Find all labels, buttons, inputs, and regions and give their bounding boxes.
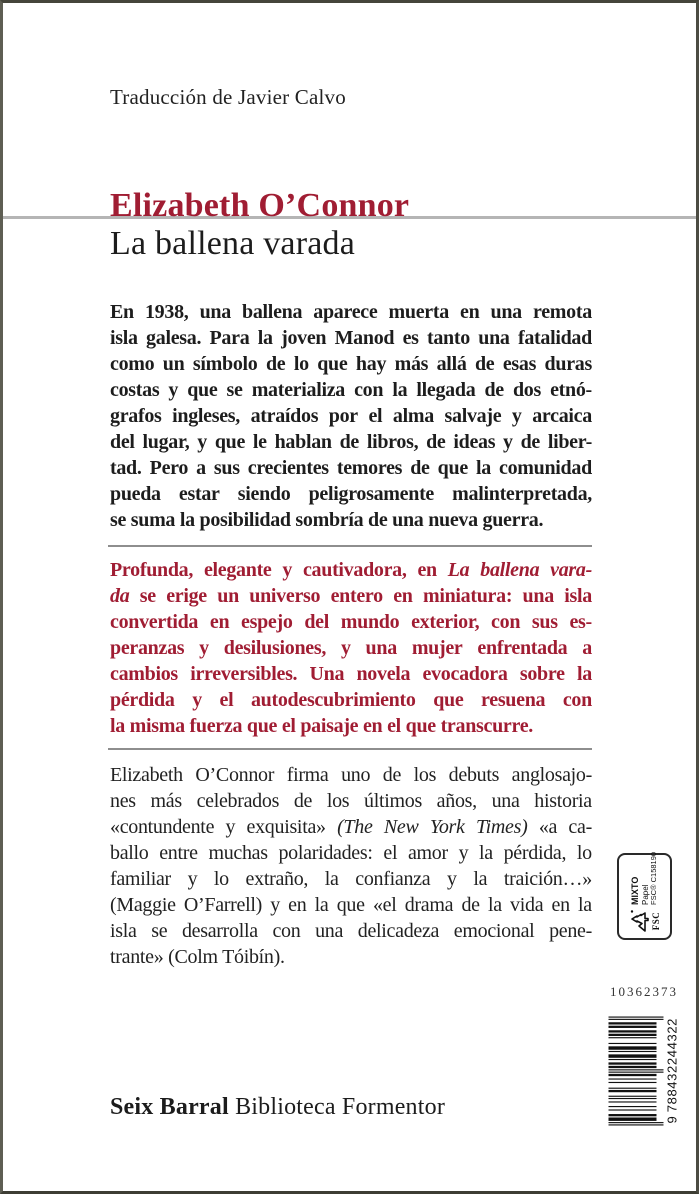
text-line: Elizabeth O’Connor firma uno de los debuts anglosajo- <box>110 764 592 786</box>
collection-name: Biblioteca Formentor <box>235 1094 446 1120</box>
text-line: pérdida y el autodescubrimiento que resuena con <box>110 689 592 711</box>
print-code: 10362373 <box>610 984 678 999</box>
synopsis-paragraph <box>110 299 592 533</box>
highlight-rule-bottom <box>108 748 592 750</box>
publisher-line <box>110 1094 445 1121</box>
text-line: da se erige un universo entero en miniatura: una isla <box>110 585 592 607</box>
text-line: grafos ingleses, atraídos por el alma salvaje y arcaica <box>110 405 592 427</box>
text-line: isla se desarrolla con una delicadeza emocional pene- <box>110 920 592 942</box>
text-line: isla galesa. Para la joven Manod es tanto una fatalidad <box>110 327 592 349</box>
text-line: se suma la posibilidad sombría de una nueva guerra. <box>110 509 544 531</box>
text-line: nes más celebrados de los últimos años, una historia <box>110 790 592 812</box>
barcode-bars <box>609 1017 666 1126</box>
fsc-tree-icon <box>629 909 661 933</box>
fsc-certification-label <box>617 853 672 940</box>
text-line: (Maggie O’Farrell) y en la que «el drama de la vida en la <box>110 894 592 916</box>
text-line: trante» (Colm Tóibín). <box>110 946 285 968</box>
translation-credit: Traducción de Javier Calvo <box>110 85 346 109</box>
author-name: Elizabeth O’Connor <box>110 187 410 224</box>
fsc-logo-text: FSC <box>650 911 661 931</box>
fsc-label-papel: Papel <box>640 884 650 905</box>
text-line: la misma fuerza que el paisaje en el que transcurre. <box>110 715 533 737</box>
text-line: del lugar, y que le hablan de libros, de ideas y de liber- <box>110 431 592 453</box>
text-line: como un símbolo de lo que hay más allá de esas duras <box>110 353 592 375</box>
text-line: ballo entre muchas polaridades: el amor y la pérdida, lo <box>110 842 592 864</box>
fsc-label-mixto: MIXTO <box>630 876 641 905</box>
fsc-checkmark-tree-icon <box>629 909 651 933</box>
text-line: Profunda, elegante y cautivadora, en La ballena vara- <box>110 559 592 581</box>
press-paragraph <box>110 762 592 970</box>
text-line: pueda estar siendo peligrosamente malinterpretada, <box>110 483 592 505</box>
highlight-rule-top <box>108 545 592 547</box>
fsc-label-code: FSC® C158190 <box>648 851 658 905</box>
text-line: cambios irreversibles. Una novela evocadora sobre la <box>110 663 592 685</box>
fsc-label-text <box>630 852 658 905</box>
text-line: costas y que se materializa con la llegada de dos etnó- <box>110 379 592 401</box>
barcode <box>609 1014 681 1129</box>
text-line: «contundente y exquisita» (The New York Times) «a ca- <box>110 816 592 838</box>
text-line: convertida en espejo del mundo exterior, con sus es- <box>110 611 592 633</box>
book-title: La ballena varada <box>110 225 356 262</box>
text-line: tad. Pero a sus crecientes temores de que la comunidad <box>110 457 592 479</box>
text-line: peranzas y desilusiones, y una mujer enfrentada a <box>110 637 592 659</box>
text-line: En 1938, una ballena aparece muerta en una remota <box>110 301 592 323</box>
barcode-number: 9 7 8 8 4 3 2 2 4 4 3 2 2 <box>664 1018 680 1124</box>
highlight-paragraph <box>110 557 592 739</box>
imprint-name: Seix Barral <box>110 1094 229 1120</box>
text-line: familiar y lo extraño, la confianza y la traición…» <box>110 868 592 890</box>
